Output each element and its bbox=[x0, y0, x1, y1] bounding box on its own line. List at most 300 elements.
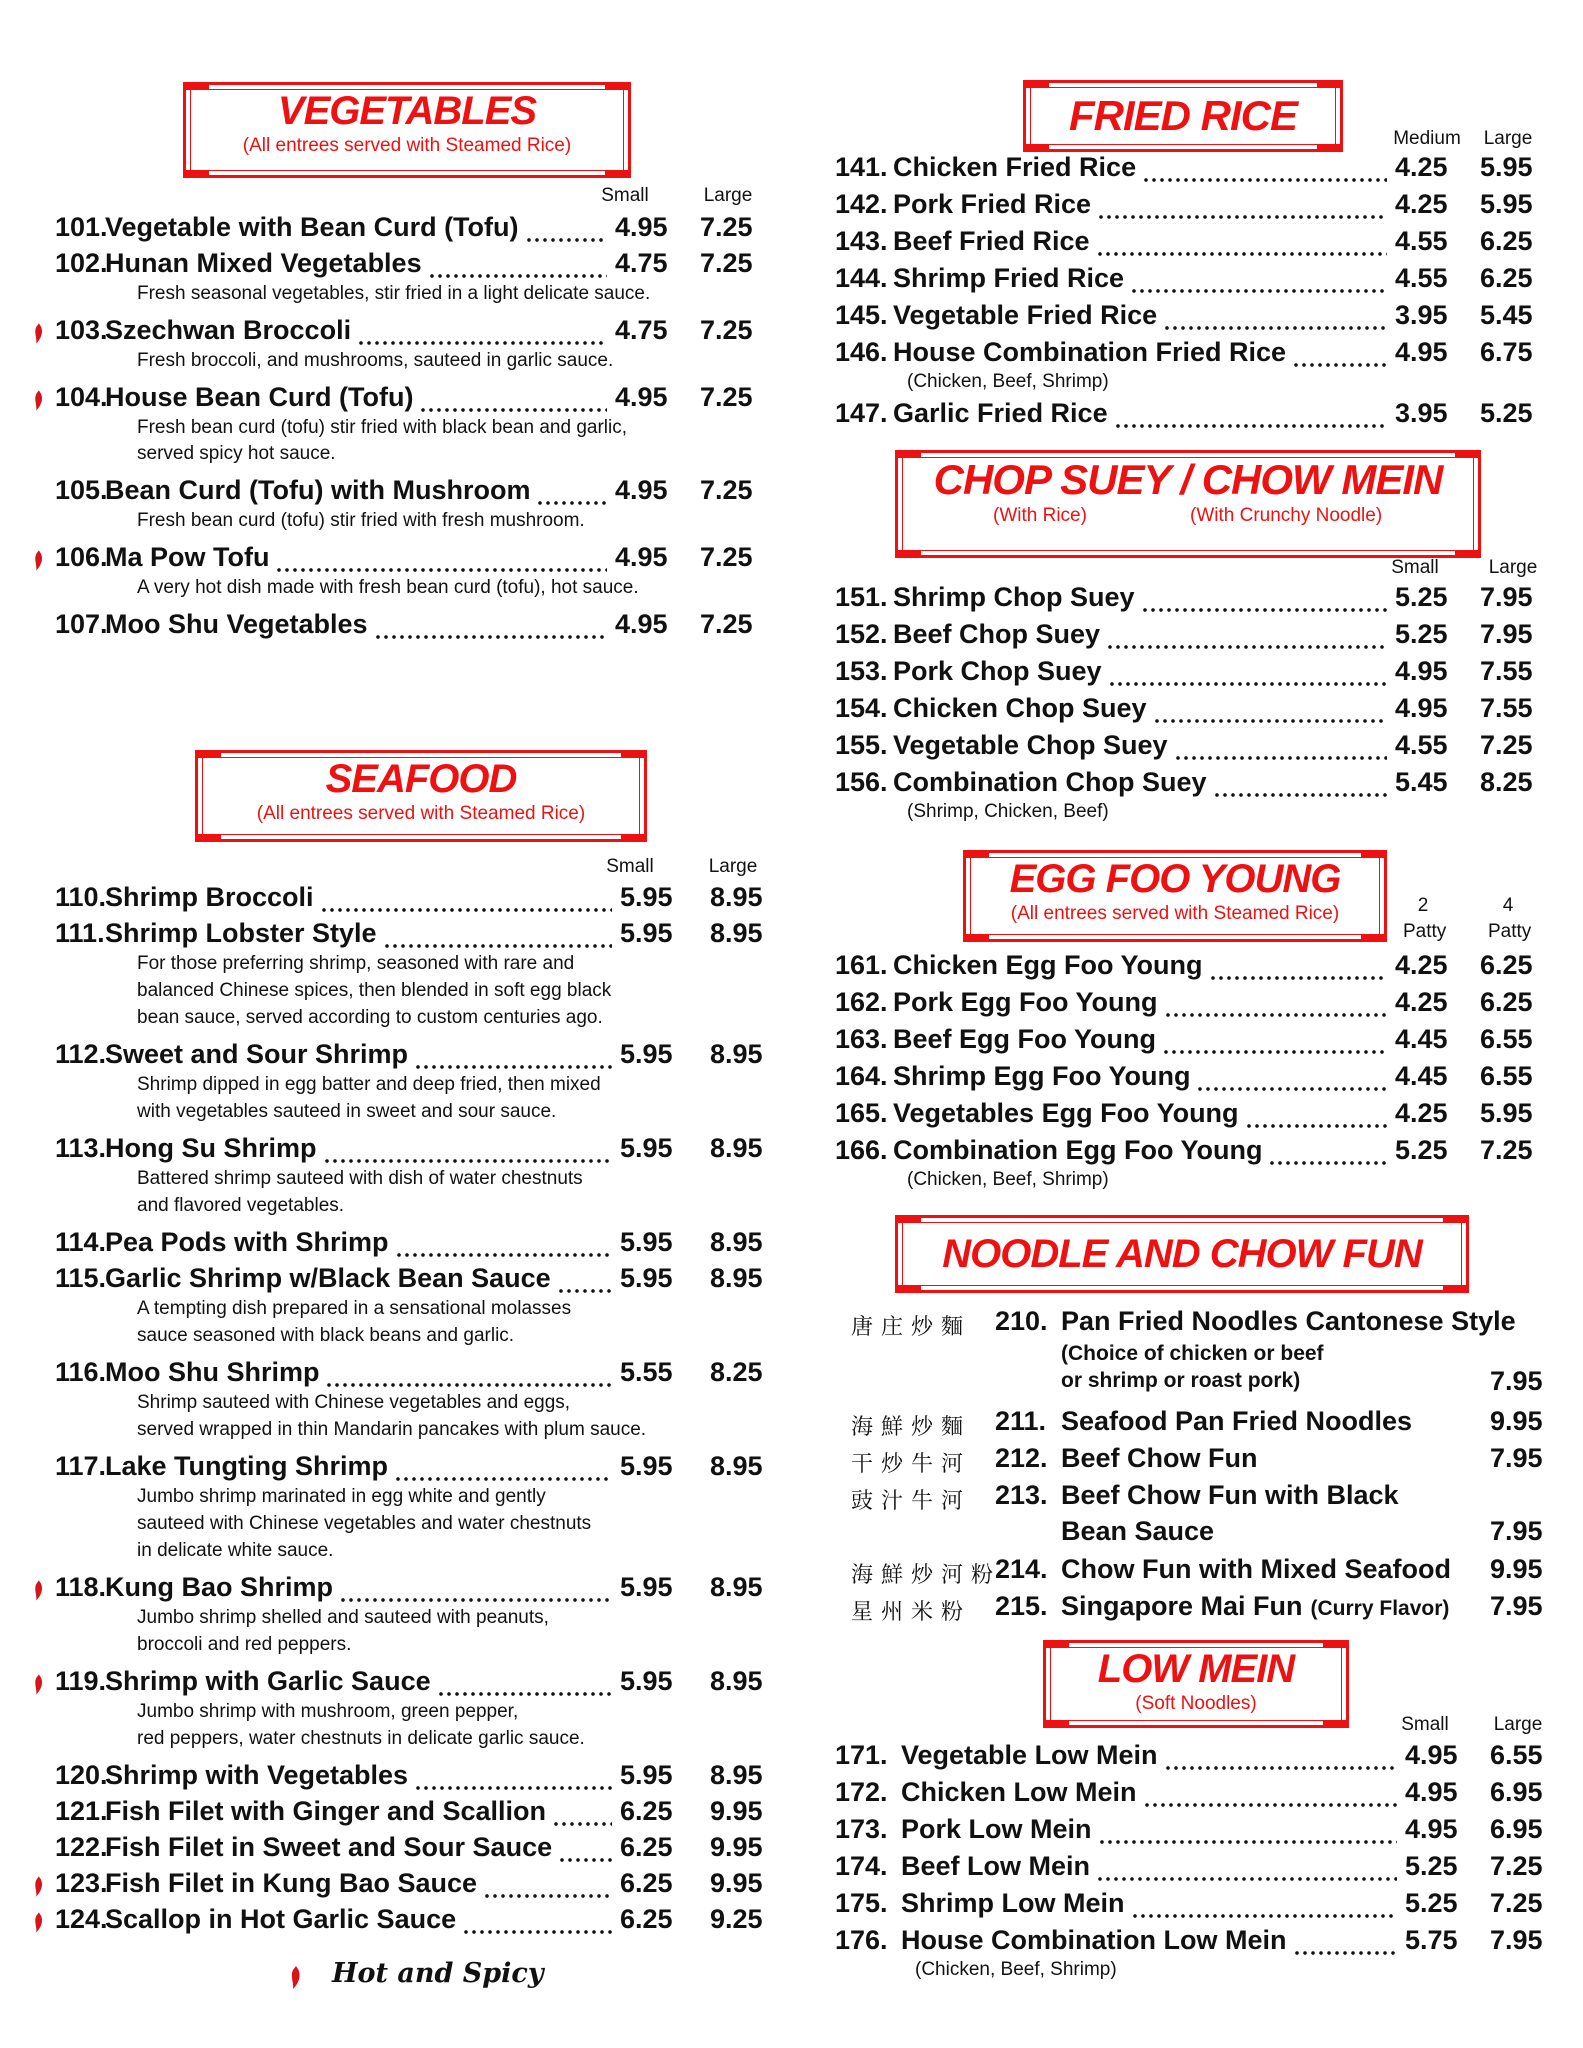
price-large: 8.95 bbox=[710, 882, 763, 912]
price-small: 5.95 bbox=[620, 1263, 673, 1293]
dot-leader bbox=[1153, 693, 1387, 723]
item-description: served spicy hot sauce. bbox=[137, 443, 336, 464]
price-small: 4.55 bbox=[1395, 263, 1448, 293]
menu-item bbox=[835, 1024, 1555, 1060]
item-number: 141. bbox=[835, 152, 888, 182]
menu-item bbox=[55, 1760, 775, 1796]
item-name: Pork Egg Foo Young bbox=[893, 987, 1158, 1017]
price-small: 5.95 bbox=[620, 1039, 673, 1069]
price-large: 8.95 bbox=[710, 918, 763, 948]
price-small: 5.45 bbox=[1395, 767, 1448, 797]
column-header-col2: Large bbox=[1493, 1714, 1543, 1735]
item-name: Pork Fried Rice bbox=[893, 189, 1092, 219]
price-small: 4.95 bbox=[1405, 1740, 1458, 1770]
item-continuation: or shrimp or roast pork) bbox=[1061, 1369, 1301, 1392]
banner-corner-ornament bbox=[1317, 144, 1343, 152]
price-small: 5.75 bbox=[1405, 1925, 1458, 1955]
section-title: EGG FOO YOUNG bbox=[1009, 857, 1341, 901]
price-small: 3.95 bbox=[1395, 398, 1448, 428]
dot-leader bbox=[1164, 987, 1388, 1017]
item-name: Kung Bao Shrimp bbox=[105, 1572, 333, 1602]
item-name: Shrimp Chop Suey bbox=[893, 582, 1135, 612]
column-header-col2: Large bbox=[1483, 128, 1533, 149]
menu-item bbox=[835, 582, 1555, 618]
item-number: 143. bbox=[835, 226, 888, 256]
price-large: 7.95 bbox=[1490, 1925, 1543, 1955]
column-header-col1: Medium bbox=[1393, 128, 1461, 149]
price-large: 7.25 bbox=[1480, 1135, 1533, 1165]
item-name: Vegetable Fried Rice bbox=[893, 300, 1158, 330]
menu-item bbox=[55, 1133, 775, 1169]
section-title: CHOP SUEY / CHOW MEIN bbox=[933, 456, 1443, 503]
price-large: 8.95 bbox=[710, 1666, 763, 1696]
item-number: 118. bbox=[55, 1572, 107, 1602]
item-name: Beef Fried Rice bbox=[893, 226, 1090, 256]
item-number: 107. bbox=[55, 609, 108, 639]
section-title: VEGETABLES bbox=[277, 89, 537, 133]
item-name: Fish Filet in Kung Bao Sauce bbox=[105, 1868, 478, 1898]
price-large: 8.95 bbox=[710, 1227, 763, 1257]
chinese-name: 星州米粉 bbox=[851, 1600, 972, 1625]
item-name: Chicken Egg Foo Young bbox=[893, 950, 1203, 980]
item-number: 119. bbox=[55, 1666, 107, 1696]
price-large: 8.95 bbox=[710, 1039, 763, 1069]
item-number: 101. bbox=[55, 212, 108, 242]
price-small: 5.95 bbox=[620, 1572, 673, 1602]
pepper-icon bbox=[31, 1672, 45, 1696]
item-name: Garlic Shrimp w/Black Bean Sauce bbox=[105, 1263, 551, 1293]
price-large: 7.25 bbox=[1490, 1888, 1543, 1918]
price-small: 4.75 bbox=[615, 248, 668, 278]
section-subtitle-row bbox=[898, 505, 1478, 529]
item-number: 176. bbox=[835, 1925, 888, 1955]
column-header-col1: Small bbox=[601, 185, 649, 206]
item-name: Beef Chow Fun bbox=[1061, 1443, 1258, 1473]
item-name: Pan Fried Noodles Cantonese Style bbox=[1061, 1306, 1516, 1336]
menu-item bbox=[835, 1098, 1555, 1134]
item-description: For those preferring shrimp, seasoned with rare and bbox=[137, 953, 575, 974]
item-name: Scallop in Hot Garlic Sauce bbox=[105, 1904, 457, 1934]
menu-item bbox=[55, 315, 775, 351]
menu-item bbox=[835, 987, 1555, 1023]
price-large: 5.95 bbox=[1480, 189, 1533, 219]
item-number: 210. bbox=[995, 1306, 1048, 1336]
dot-leader bbox=[536, 475, 607, 505]
item-number: 215. bbox=[995, 1591, 1048, 1621]
price: 9.95 bbox=[1490, 1554, 1543, 1584]
item-name: Beef Egg Foo Young bbox=[893, 1024, 1156, 1054]
item-number: 166. bbox=[835, 1135, 888, 1165]
item-number: 113. bbox=[55, 1133, 107, 1163]
item-name: Vegetables Egg Foo Young bbox=[893, 1098, 1239, 1128]
price: 7.95 bbox=[1490, 1591, 1543, 1621]
price-small: 4.95 bbox=[615, 382, 668, 412]
price-large: 6.95 bbox=[1490, 1814, 1543, 1844]
dot-leader bbox=[1292, 337, 1387, 367]
noodle-header bbox=[895, 1215, 1469, 1293]
item-name: Chow Fun with Mixed Seafood bbox=[1061, 1554, 1451, 1584]
price-small: 4.95 bbox=[1395, 693, 1448, 723]
item-number: 122. bbox=[55, 1832, 108, 1862]
item-number: 153. bbox=[835, 656, 888, 686]
item-name: Vegetable Chop Suey bbox=[893, 730, 1168, 760]
banner-corner-ornament bbox=[605, 170, 631, 178]
hot-and-spicy-label: Hot and Spicy bbox=[332, 1958, 544, 1989]
item-number: 213. bbox=[995, 1480, 1048, 1510]
menu-item bbox=[55, 1572, 775, 1608]
dot-leader bbox=[1163, 300, 1387, 330]
price-small: 4.55 bbox=[1395, 226, 1448, 256]
item-name: Pork Chop Suey bbox=[893, 656, 1102, 686]
item-description: (Chicken, Beef, Shrimp) bbox=[915, 1959, 1117, 1980]
banner-corner-ornament bbox=[1443, 1285, 1469, 1293]
item-name: Vegetable Low Mein bbox=[901, 1740, 1158, 1770]
chinese-name: 海鮮炒河粉 bbox=[851, 1563, 1002, 1588]
item-description: (Shrimp, Chicken, Beef) bbox=[907, 801, 1109, 822]
price-large: 8.95 bbox=[710, 1572, 763, 1602]
price-small: 4.25 bbox=[1395, 189, 1448, 219]
price-small: 4.95 bbox=[1395, 337, 1448, 367]
banner-corner-ornament bbox=[895, 550, 921, 558]
item-description: sauce seasoned with black beans and garlic. bbox=[137, 1325, 515, 1346]
menu-item bbox=[55, 212, 775, 248]
price-small: 4.95 bbox=[615, 542, 668, 572]
banner-corner-ornament bbox=[1317, 80, 1343, 88]
section-subtitle-left: (With Rice) bbox=[993, 505, 1087, 526]
noodle-item bbox=[835, 1406, 1555, 1442]
item-name: Garlic Fried Rice bbox=[893, 398, 1108, 428]
price-small: 4.95 bbox=[1405, 1777, 1458, 1807]
item-description: served wrapped in thin Mandarin pancakes with plum sauce. bbox=[137, 1419, 647, 1440]
price-large: 8.95 bbox=[710, 1263, 763, 1293]
item-number: 120. bbox=[55, 1760, 108, 1790]
dot-leader bbox=[1096, 226, 1387, 256]
hot-and-spicy-legend bbox=[292, 1958, 544, 1989]
price-small: 4.45 bbox=[1395, 1061, 1448, 1091]
price-small: 4.95 bbox=[615, 212, 668, 242]
price-large: 8.95 bbox=[710, 1760, 763, 1790]
price-small: 6.25 bbox=[620, 1868, 673, 1898]
column-header-col2a: 4 bbox=[1502, 895, 1514, 916]
item-continuation: Bean Sauce bbox=[1061, 1516, 1215, 1546]
price-small: 5.25 bbox=[1395, 582, 1448, 612]
item-name: Shrimp Low Mein bbox=[901, 1888, 1125, 1918]
menu-item bbox=[55, 882, 775, 918]
dot-leader bbox=[395, 1227, 612, 1257]
price-small: 5.25 bbox=[1395, 1135, 1448, 1165]
item-number: 146. bbox=[835, 337, 888, 367]
banner-corner-ornament bbox=[1361, 934, 1387, 942]
price: 9.95 bbox=[1490, 1406, 1543, 1436]
item-name: Shrimp with Garlic Sauce bbox=[105, 1666, 431, 1696]
item-description: and flavored vegetables. bbox=[137, 1195, 345, 1216]
column-header-col2: Large bbox=[708, 856, 758, 877]
item-description: Fresh bean curd (tofu) stir fried with black bean and garlic, bbox=[137, 417, 628, 438]
menu-item bbox=[55, 1868, 775, 1904]
banner-corner-ornament bbox=[1023, 80, 1049, 88]
low-mein-header bbox=[1043, 1640, 1349, 1728]
item-number: 171. bbox=[835, 1740, 888, 1770]
dot-leader bbox=[1096, 1851, 1397, 1881]
menu-item bbox=[835, 1888, 1555, 1924]
price-large: 8.95 bbox=[710, 1451, 763, 1481]
dot-leader bbox=[374, 609, 607, 639]
dot-leader bbox=[1162, 1024, 1387, 1054]
item-name: Beef Chop Suey bbox=[893, 619, 1101, 649]
vegetables-header bbox=[183, 82, 631, 178]
item-description: Fresh broccoli, and mushrooms, sauteed in garlic sauce. bbox=[137, 350, 614, 371]
price-small: 4.25 bbox=[1395, 987, 1448, 1017]
price-large: 6.25 bbox=[1480, 226, 1533, 256]
dot-leader bbox=[428, 248, 607, 278]
column-header-col1b: Patty bbox=[1403, 921, 1447, 942]
item-name: Shrimp Fried Rice bbox=[893, 263, 1125, 293]
item-description: Jumbo shrimp shelled and sauteed with peanuts, bbox=[137, 1607, 549, 1628]
price-small: 4.95 bbox=[615, 475, 668, 505]
banner-corner-ornament bbox=[1361, 850, 1387, 858]
item-description: sauteed with Chinese vegetables and water chestnuts bbox=[137, 1513, 592, 1534]
item-number: 165. bbox=[835, 1098, 888, 1128]
price-large: 6.95 bbox=[1490, 1777, 1543, 1807]
item-name: Shrimp Lobster Style bbox=[105, 918, 377, 948]
price-large: 7.25 bbox=[700, 609, 753, 639]
price-small: 4.95 bbox=[1395, 656, 1448, 686]
item-name: Chicken Low Mein bbox=[901, 1777, 1137, 1807]
item-name: Chicken Chop Suey bbox=[893, 693, 1147, 723]
price-large: 9.95 bbox=[710, 1796, 763, 1826]
dot-leader bbox=[557, 1263, 612, 1293]
menu-item bbox=[55, 475, 775, 511]
banner-corner-ornament bbox=[963, 934, 989, 942]
banner-corner-ornament bbox=[195, 750, 221, 758]
menu-item bbox=[835, 1740, 1555, 1776]
dot-leader bbox=[1268, 1135, 1387, 1165]
item-number: 152. bbox=[835, 619, 888, 649]
item-name: Moo Shu Shrimp bbox=[105, 1357, 320, 1387]
price-large: 8.25 bbox=[1480, 767, 1533, 797]
dot-leader bbox=[1141, 582, 1387, 612]
item-number: 112. bbox=[55, 1039, 107, 1069]
pepper-icon bbox=[287, 1964, 303, 1990]
banner-corner-ornament bbox=[183, 170, 209, 178]
price-small: 5.25 bbox=[1395, 619, 1448, 649]
item-number: 214. bbox=[995, 1554, 1048, 1584]
item-name: Beef Chow Fun with Black bbox=[1061, 1480, 1399, 1510]
banner-corner-ornament bbox=[1455, 450, 1481, 458]
item-note: (Curry Flavor) bbox=[1310, 1597, 1450, 1620]
dot-leader bbox=[1130, 263, 1387, 293]
price-large: 6.55 bbox=[1480, 1024, 1533, 1054]
item-description: A very hot dish made with fresh bean curd (tofu), hot sauce. bbox=[137, 577, 639, 598]
dot-leader bbox=[525, 212, 607, 242]
price-small: 4.45 bbox=[1395, 1024, 1448, 1054]
item-number: 116. bbox=[55, 1357, 107, 1387]
price-large: 7.25 bbox=[700, 475, 753, 505]
item-number: 174. bbox=[835, 1851, 888, 1881]
item-description: balanced Chinese spices, then blended in soft egg black bbox=[137, 980, 612, 1001]
item-name: Seafood Pan Fried Noodles bbox=[1061, 1406, 1413, 1436]
column-header-col1: Small bbox=[1401, 1714, 1449, 1735]
price-small: 5.25 bbox=[1405, 1851, 1458, 1881]
dot-leader bbox=[1245, 1098, 1387, 1128]
price-small: 4.55 bbox=[1395, 730, 1448, 760]
price-large: 7.25 bbox=[700, 382, 753, 412]
dot-leader bbox=[357, 315, 607, 345]
item-number: 212. bbox=[995, 1443, 1048, 1473]
price-small: 6.25 bbox=[620, 1832, 673, 1862]
item-name: Lake Tungting Shrimp bbox=[105, 1451, 388, 1481]
item-description: Jumbo shrimp marinated in egg white and gently bbox=[137, 1486, 546, 1507]
menu-item bbox=[835, 263, 1555, 299]
item-continuation: (Choice of chicken or beef bbox=[1061, 1342, 1324, 1365]
item-name: Shrimp Broccoli bbox=[105, 882, 314, 912]
menu-item bbox=[835, 1777, 1555, 1813]
price-large: 6.75 bbox=[1480, 337, 1533, 367]
price: 7.95 bbox=[1490, 1366, 1543, 1396]
menu-item bbox=[55, 248, 775, 284]
item-name: Moo Shu Vegetables bbox=[105, 609, 368, 639]
menu-item bbox=[835, 1851, 1555, 1887]
dot-leader bbox=[1213, 767, 1388, 797]
noodle-item bbox=[835, 1480, 1555, 1516]
pepper-icon bbox=[31, 388, 45, 412]
item-description: in delicate white sauce. bbox=[137, 1540, 334, 1561]
price-large: 7.95 bbox=[1480, 619, 1533, 649]
price-small: 4.95 bbox=[615, 609, 668, 639]
banner-corner-ornament bbox=[1043, 1720, 1069, 1728]
item-number: 151. bbox=[835, 582, 888, 612]
item-description: bean sauce, served according to custom centuries ago. bbox=[137, 1007, 603, 1028]
pepper-icon bbox=[31, 1578, 45, 1602]
column-header-col2: Large bbox=[703, 185, 753, 206]
item-number: 114. bbox=[55, 1227, 107, 1257]
item-name: House Combination Low Mein bbox=[901, 1925, 1287, 1955]
chinese-name: 唐庄炒麵 bbox=[851, 1315, 972, 1340]
price-small: 5.25 bbox=[1405, 1888, 1458, 1918]
dot-leader bbox=[414, 1760, 612, 1790]
item-description: red peppers, water chestnuts in delicate garlic sauce. bbox=[137, 1728, 585, 1749]
dot-leader bbox=[1098, 1814, 1397, 1844]
price-large: 8.25 bbox=[710, 1357, 763, 1387]
item-name: Pea Pods with Shrimp bbox=[105, 1227, 389, 1257]
item-name: Shrimp with Vegetables bbox=[105, 1760, 409, 1790]
item-name: Shrimp Egg Foo Young bbox=[893, 1061, 1191, 1091]
menu-item bbox=[55, 1451, 775, 1487]
price-small: 5.95 bbox=[620, 918, 673, 948]
dot-leader bbox=[1293, 1925, 1398, 1955]
dot-leader bbox=[558, 1832, 612, 1862]
item-name: Hong Su Shrimp bbox=[105, 1133, 317, 1163]
pepper-icon bbox=[31, 548, 45, 572]
item-description: Shrimp sauteed with Chinese vegetables and eggs, bbox=[137, 1392, 571, 1413]
item-number: 111. bbox=[55, 918, 105, 948]
item-description: Fresh seasonal vegetables, stir fried in a light delicate sauce. bbox=[137, 283, 651, 304]
price-large: 5.25 bbox=[1480, 398, 1533, 428]
item-description: broccoli and red peppers. bbox=[137, 1634, 352, 1655]
price-small: 6.25 bbox=[620, 1796, 673, 1826]
dot-leader bbox=[383, 918, 612, 948]
price-large: 7.95 bbox=[1480, 582, 1533, 612]
dot-leader bbox=[1142, 152, 1387, 182]
dot-leader bbox=[323, 1133, 613, 1163]
banner-corner-ornament bbox=[895, 1215, 921, 1223]
dot-leader bbox=[394, 1451, 612, 1481]
item-number: 147. bbox=[835, 398, 888, 428]
item-description: with vegetables sauteed in sweet and sour sauce. bbox=[137, 1101, 557, 1122]
price-large: 7.25 bbox=[700, 315, 753, 345]
section-subtitle: (All entrees served with Steamed Rice) bbox=[256, 803, 586, 824]
price-large: 7.25 bbox=[1480, 730, 1533, 760]
dot-leader bbox=[1143, 1777, 1397, 1807]
dot-leader bbox=[1164, 1740, 1397, 1770]
section-subtitle: (All entrees served with Steamed Rice) bbox=[1010, 903, 1340, 924]
noodle-item bbox=[835, 1443, 1555, 1479]
banner-corner-ornament bbox=[1043, 1640, 1069, 1648]
noodle-item bbox=[835, 1554, 1555, 1590]
item-name: Beef Low Mein bbox=[901, 1851, 1091, 1881]
item-number: 172. bbox=[835, 1777, 888, 1807]
column-header-col1: Small bbox=[606, 856, 654, 877]
menu-item bbox=[835, 226, 1555, 262]
item-number: 121. bbox=[55, 1796, 108, 1826]
item-number: 155. bbox=[835, 730, 888, 760]
dot-leader bbox=[1196, 1061, 1387, 1091]
price-small: 5.95 bbox=[620, 1133, 673, 1163]
item-name: Pork Low Mein bbox=[901, 1814, 1092, 1844]
menu-item bbox=[55, 1227, 775, 1263]
egg-foo_young-header bbox=[963, 850, 1387, 942]
dot-leader bbox=[1209, 950, 1388, 980]
item-name: Fish Filet in Sweet and Sour Sauce bbox=[105, 1832, 553, 1862]
item-description: A tempting dish prepared in a sensational molasses bbox=[137, 1298, 572, 1319]
item-number: 161. bbox=[835, 950, 888, 980]
item-number: 142. bbox=[835, 189, 888, 219]
menu-item bbox=[835, 619, 1555, 655]
price-small: 4.25 bbox=[1395, 152, 1448, 182]
item-number: 117. bbox=[55, 1451, 107, 1481]
item-description: (Chicken, Beef, Shrimp) bbox=[907, 1169, 1109, 1190]
price-large: 5.45 bbox=[1480, 300, 1533, 330]
item-number: 156. bbox=[835, 767, 888, 797]
item-name: Chicken Fried Rice bbox=[893, 152, 1137, 182]
item-name: Bean Curd (Tofu) with Mushroom bbox=[105, 475, 531, 505]
menu-item bbox=[835, 730, 1555, 766]
section-subtitle: (All entrees served with Steamed Rice) bbox=[242, 135, 572, 156]
menu-item bbox=[835, 656, 1555, 692]
price-large: 9.95 bbox=[710, 1868, 763, 1898]
item-description: Battered shrimp sauteed with dish of water chestnuts bbox=[137, 1168, 583, 1189]
banner-corner-ornament bbox=[195, 834, 221, 842]
dot-leader bbox=[414, 1039, 612, 1069]
item-name: Combination Egg Foo Young bbox=[893, 1135, 1263, 1165]
menu-item bbox=[835, 1061, 1555, 1097]
item-number: 162. bbox=[835, 987, 888, 1017]
price-large: 7.25 bbox=[700, 212, 753, 242]
item-number: 154. bbox=[835, 693, 888, 723]
item-number: 164. bbox=[835, 1061, 888, 1091]
price-small: 4.25 bbox=[1395, 1098, 1448, 1128]
item-number: 102. bbox=[55, 248, 108, 278]
dot-leader bbox=[339, 1572, 612, 1602]
item-number: 145. bbox=[835, 300, 888, 330]
menu-item bbox=[55, 918, 775, 954]
banner-corner-ornament bbox=[1023, 144, 1049, 152]
price-small: 5.95 bbox=[620, 882, 673, 912]
item-number: 173. bbox=[835, 1814, 888, 1844]
item-name: Singapore Mai Fun (Curry Flavor) bbox=[1061, 1591, 1450, 1621]
column-header-col1: Small bbox=[1391, 557, 1439, 578]
menu-item bbox=[55, 1357, 775, 1393]
